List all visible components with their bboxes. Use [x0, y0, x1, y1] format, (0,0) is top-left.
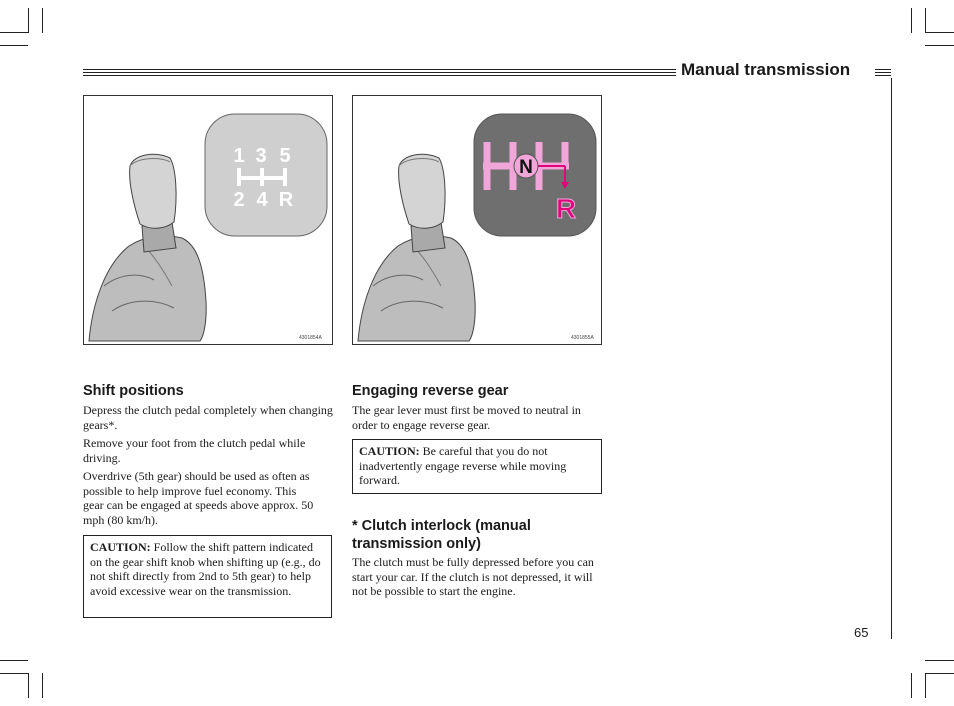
section-heading-reverse-gear: Engaging reverse gear [352, 383, 509, 399]
pattern-label: R [278, 189, 294, 211]
pattern-label: 5 [279, 145, 291, 167]
figure-shift-pattern [83, 95, 333, 345]
figure-reverse-pattern [352, 95, 602, 345]
page-number: 65 [854, 625, 869, 640]
crop-mark [925, 673, 954, 674]
crop-mark [42, 673, 43, 698]
pattern-label: 2 [233, 189, 245, 211]
crop-mark [911, 673, 912, 698]
header-rule [875, 69, 891, 70]
crop-mark [925, 660, 954, 661]
reverse-label: R [555, 193, 577, 224]
caution-text: Be careful that you do not inadvertently engage reverse while moving forward. [359, 444, 567, 488]
caution-label: CAUTION: [90, 540, 151, 554]
crop-mark [0, 45, 28, 46]
header-rule [83, 69, 676, 70]
crop-mark [925, 673, 926, 698]
pattern-label: 4 [256, 189, 268, 211]
pattern-label: 1 [233, 145, 245, 167]
pattern-label: 3 [255, 145, 267, 167]
header-rule [875, 75, 891, 76]
figure-code: 4301854A [299, 335, 322, 341]
section-heading-clutch-interlock-line2: transmission only) [352, 536, 481, 552]
crop-mark [925, 32, 954, 33]
caution-text: Follow the shift pattern indicated on the gear shift knob when shifting up (e.g., do not shift directly from 2nd to 5th gear) to help avoid excessive wear on the transmission. [90, 540, 321, 599]
caution-box [352, 439, 602, 494]
caution-box [83, 535, 332, 618]
paragraph: The clutch must be fully depressed before you can start your car. If the clutch is not depressed, it will not be possible to start the engine. [352, 555, 594, 599]
figure-code: 4301855A [571, 335, 594, 341]
section-heading-shift-positions: Shift positions [83, 383, 184, 399]
caution-label: CAUTION: [359, 444, 420, 458]
crop-mark [0, 660, 28, 661]
header-rule [83, 72, 676, 73]
paragraph: Depress the clutch pedal completely when changing gears*. [83, 403, 333, 432]
gear-lever-illustration [84, 96, 332, 344]
gear-lever-reverse-illustration [353, 96, 601, 344]
crop-mark [925, 8, 926, 33]
paragraph: Overdrive (5th gear) should be used as often as possible to help improve fuel economy. This gear can be engaged at speeds above approx. 50 mph (80 km/h). [83, 469, 314, 528]
crop-mark [28, 673, 29, 698]
section-heading-clutch-interlock-line1: * Clutch interlock (manual [352, 518, 531, 534]
header-rule [83, 75, 676, 76]
paragraph: The gear lever must first be moved to neutral in order to engage reverse gear. [352, 403, 581, 432]
paragraph: Remove your foot from the clutch pedal while driving. [83, 436, 306, 465]
crop-mark [925, 45, 954, 46]
header-rule [875, 72, 891, 73]
crop-mark [0, 32, 28, 33]
crop-mark [911, 8, 912, 33]
margin-rule [891, 78, 892, 639]
page-title: Manual transmission [681, 60, 851, 79]
crop-mark [28, 8, 29, 33]
crop-mark [42, 8, 43, 33]
crop-mark [0, 673, 28, 674]
neutral-label: N [519, 157, 533, 178]
